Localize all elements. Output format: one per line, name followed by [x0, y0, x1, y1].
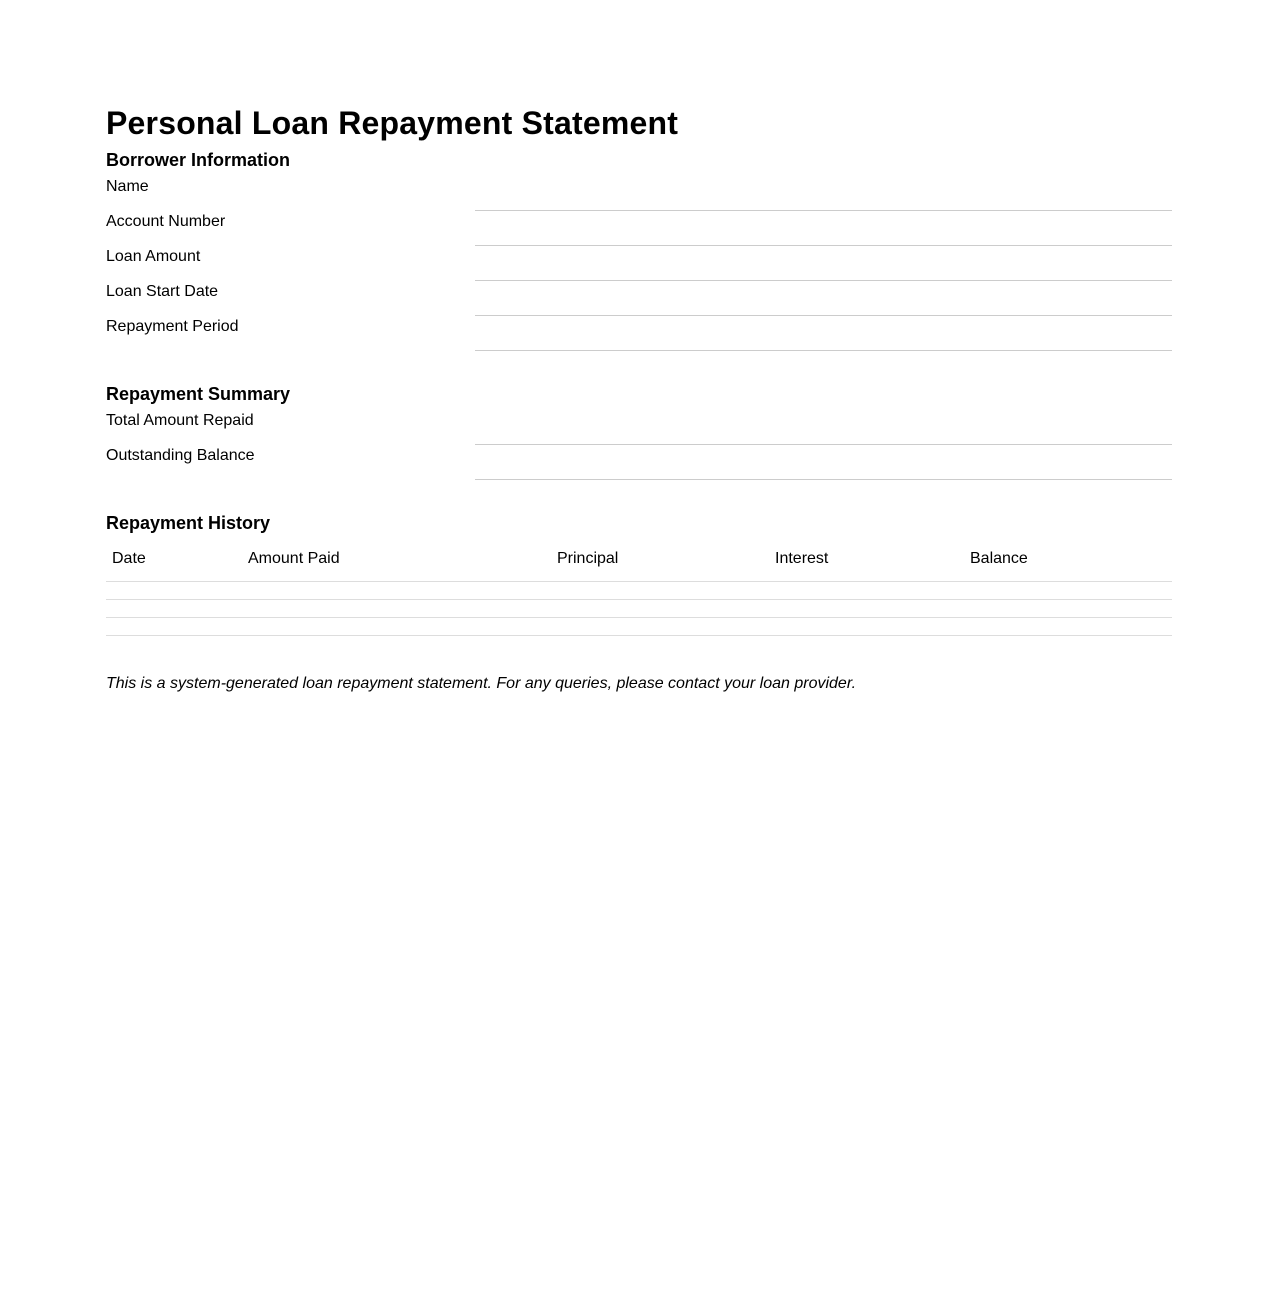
footer-note: This is a system-generated loan repayment statement. For any queries, please contact your loan provider. [106, 674, 857, 692]
field-value-outstanding-balance[interactable] [475, 445, 1172, 480]
table-cell-interest [769, 617, 964, 635]
field-value-repayment-period[interactable] [475, 316, 1172, 351]
field-value-loan-amount[interactable] [475, 246, 1172, 281]
history-section [106, 512, 1172, 636]
borrower-heading: Borrower Information [106, 150, 291, 170]
table-cell-principal [551, 617, 769, 635]
history-heading: Repayment History [106, 513, 271, 533]
table-cell-date [106, 581, 242, 599]
summary-heading: Repayment Summary [106, 384, 291, 404]
column-header-amount-paid: Amount Paid [242, 547, 551, 581]
field-label-account-number: Account Number [106, 213, 226, 230]
table-cell-principal [551, 581, 769, 599]
field-label-outstanding-balance: Outstanding Balance [106, 447, 255, 464]
summary-section [106, 383, 1172, 480]
column-header-principal: Principal [551, 547, 769, 581]
field-value-total-amount-repaid[interactable] [475, 410, 1172, 445]
field-value-account-number[interactable] [475, 211, 1172, 246]
history-table [106, 547, 1172, 636]
table-row [106, 581, 1172, 599]
summary-fields [106, 410, 1172, 480]
field-row-loan-amount [106, 246, 1172, 281]
field-row-total-amount-repaid [106, 410, 1172, 445]
column-header-interest: Interest [769, 547, 964, 581]
statement-page [106, 0, 1172, 694]
field-row-outstanding-balance [106, 445, 1172, 480]
field-label-total-amount-repaid: Total Amount Repaid [106, 412, 254, 429]
table-cell-date [106, 599, 242, 617]
table-cell-balance [964, 599, 1172, 617]
borrower-fields [106, 176, 1172, 351]
field-label-loan-start-date: Loan Start Date [106, 283, 219, 300]
table-cell-amount-paid [242, 599, 551, 617]
table-cell-interest [769, 599, 964, 617]
table-cell-amount-paid [242, 617, 551, 635]
field-row-loan-start-date [106, 281, 1172, 316]
table-cell-date [106, 617, 242, 635]
column-header-balance: Balance [964, 547, 1172, 581]
page-title: Personal Loan Repayment Statement [106, 105, 679, 141]
table-row [106, 599, 1172, 617]
table-cell-balance [964, 617, 1172, 635]
field-row-name [106, 176, 1172, 211]
field-row-account-number [106, 211, 1172, 246]
field-value-name[interactable] [475, 176, 1172, 211]
table-cell-balance [964, 581, 1172, 599]
table-cell-principal [551, 599, 769, 617]
field-label-name: Name [106, 178, 149, 195]
table-cell-amount-paid [242, 581, 551, 599]
table-row [106, 617, 1172, 635]
field-value-loan-start-date[interactable] [475, 281, 1172, 316]
field-label-repayment-period: Repayment Period [106, 318, 239, 335]
history-header-row [106, 547, 1172, 581]
borrower-section [106, 149, 1172, 351]
column-header-date: Date [106, 547, 242, 581]
field-label-loan-amount: Loan Amount [106, 248, 201, 265]
table-cell-interest [769, 581, 964, 599]
field-row-repayment-period [106, 316, 1172, 351]
